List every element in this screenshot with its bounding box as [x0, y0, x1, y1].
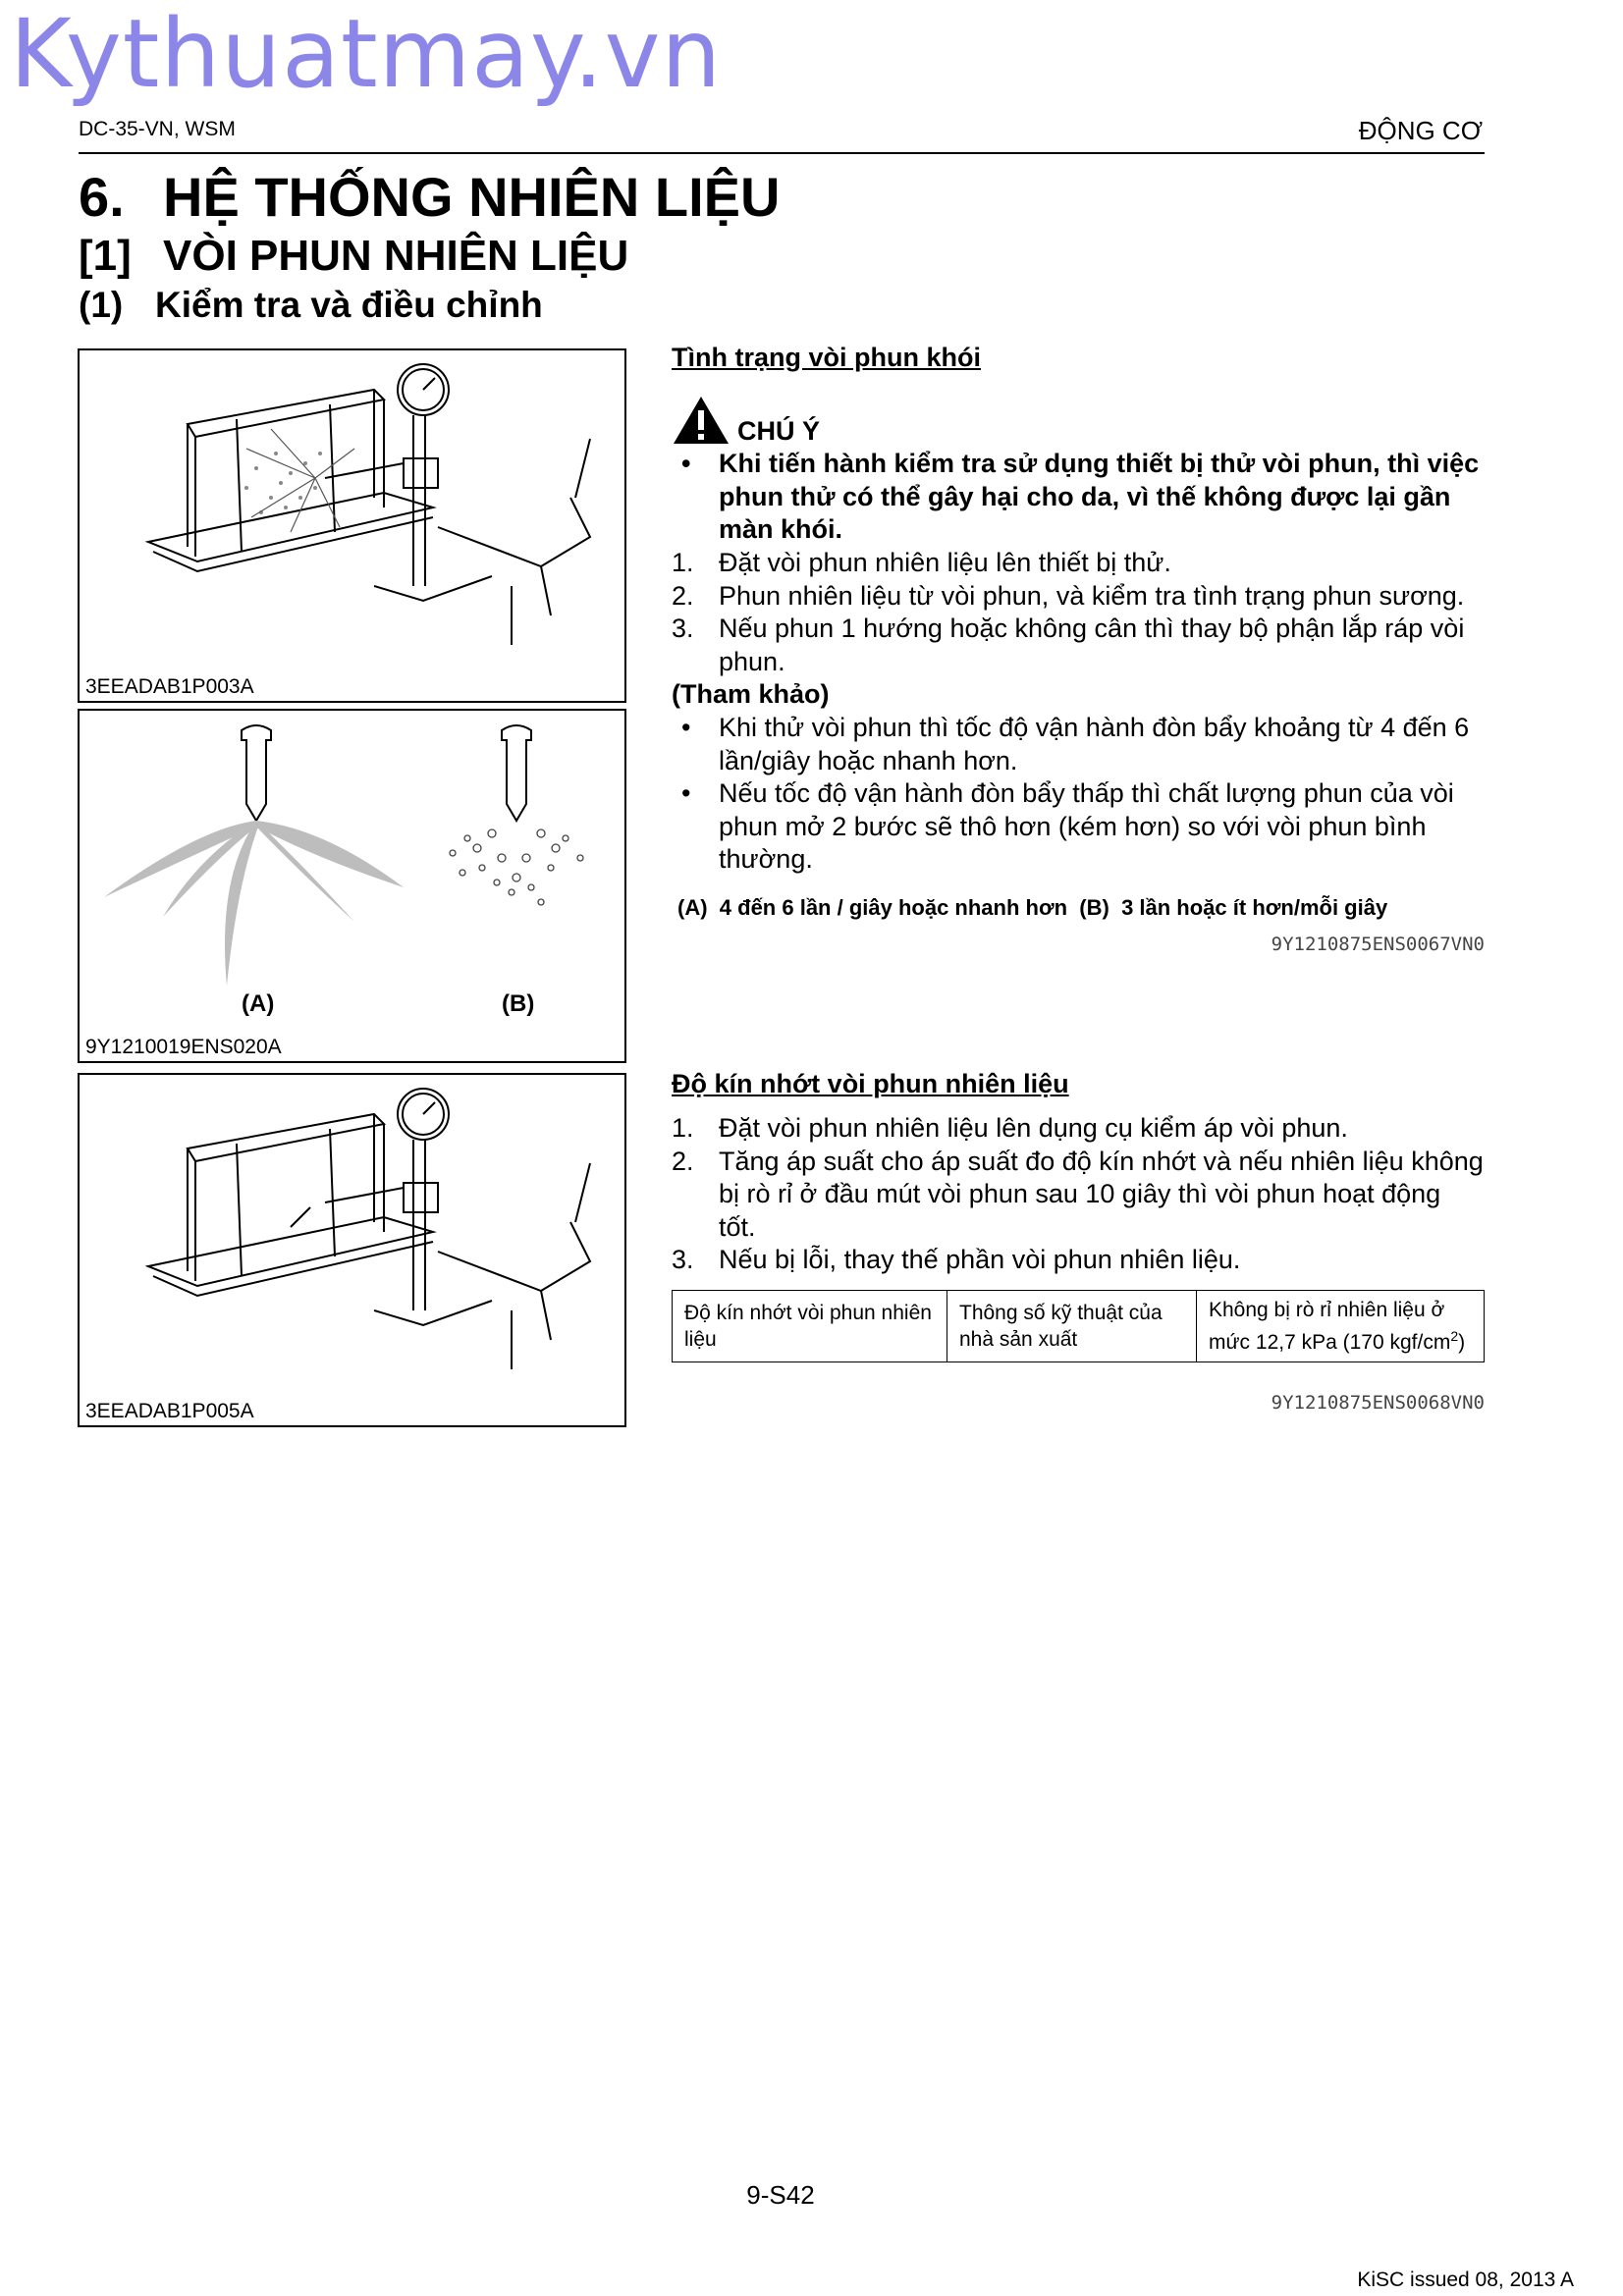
section-title-oil-tightness: Độ kín nhớt vòi phun nhiên liệu	[672, 1069, 1069, 1098]
tester-illustration	[80, 350, 624, 701]
list-item: 3. Nếu phun 1 hướng hoặc không cân thì thay bộ phận lắp ráp vòi phun.	[672, 614, 1465, 676]
heading-number: 6.	[79, 166, 125, 228]
warning-icon	[672, 395, 730, 446]
chapter-title: ĐỘNG CƠ	[1358, 116, 1483, 145]
tester-illustration	[80, 1075, 624, 1425]
list-item: 1. Đặt vòi phun nhiên liệu lên thiết bị thử.	[672, 548, 1171, 577]
legend-text-b: 3 lần hoặc ít hơn/mỗi giây	[1121, 895, 1388, 920]
figure-label-a: (A)	[242, 990, 275, 1017]
watermark-logo: Kythuatmay.vn	[10, 0, 723, 109]
list-item: 3. Nếu bị lỗi, thay thế phần vòi phun nhiên liệu.	[672, 1245, 1241, 1274]
document-code: DC-35-VN, WSM	[79, 118, 236, 140]
figure-spray-patterns	[78, 709, 626, 1063]
heading-text: VÒI PHUN NHIÊN LIỆU	[163, 232, 629, 280]
heading-text: HỆ THỐNG NHIÊN LIỆU	[163, 166, 781, 228]
figure-caption: 3EEADAB1P005A	[85, 1400, 254, 1422]
heading-level-1	[79, 165, 780, 229]
caution-bullet: • Khi tiến hành kiểm tra sử dụng thiết bị thử vòi phun, thì việc phun thử có thể gây hại cho da, vì thế không được lại gần màn khói.	[681, 449, 1480, 544]
heading-text: Kiểm tra và điều chỉnh	[155, 285, 543, 325]
table-row	[673, 1291, 1485, 1362]
figure-label-b: (B)	[502, 990, 535, 1017]
tightness-steps-list	[672, 1112, 1485, 1277]
page-number: 9-S42	[746, 2180, 815, 2210]
section-title-spray-condition: Tình trạng vòi phun khói	[672, 343, 981, 372]
caution-text: Khi tiến hành kiểm tra sử dụng thiết bị thử vòi phun, thì việc phun thử có thể gây hại cho da, vì thế không được lại gần màn khói.	[719, 449, 1480, 544]
table-cell-value: Không bị rò rỉ nhiên liệu ở mức 12,7 kPa (170 kgf/$cm^2$)	[1197, 1291, 1485, 1362]
spray-pattern-illustration	[80, 711, 624, 1061]
list-item: 2. Tăng áp suất cho áp suất đo độ kín nhớt và nếu nhiên liệu không bị rò rỉ ở đầu mút vòi phun sau 10 giây thì vòi phun hoạt động tốt.	[672, 1146, 1484, 1242]
heading-number: [1]	[79, 232, 132, 280]
table-cell-spec-type: Thông số kỹ thuật của nhà sản xuất	[947, 1291, 1197, 1362]
figure-injector-tester-spray	[78, 348, 626, 703]
figure-injector-tester-leak	[78, 1073, 626, 1427]
legend-text-a: 4 đến 6 lần / giây hoặc nhanh hơn	[719, 895, 1068, 920]
caution-label: CHÚ Ý	[737, 416, 821, 446]
legend-key-b: (B)	[1079, 895, 1109, 920]
issue-note: KiSC issued 08, 2013 A	[1357, 2269, 1574, 2291]
spray-steps-list	[672, 547, 1485, 678]
table-cell-item: Độ kín nhớt vòi phun nhiên liệu	[673, 1291, 947, 1362]
heading-number: (1)	[79, 285, 124, 325]
figure-caption: 3EEADAB1P003A	[85, 675, 254, 698]
reference-code: 9Y1210875ENS0067VN0	[1271, 934, 1485, 955]
legend-key-a: (A)	[677, 895, 708, 920]
header-rule	[79, 152, 1485, 154]
list-item: 1. Đặt vòi phun nhiên liệu lên dụng cụ kiểm áp vòi phun.	[672, 1113, 1348, 1143]
figure-caption: 9Y1210019ENS020A	[85, 1036, 282, 1058]
spec-table	[672, 1290, 1485, 1362]
heading-level-3	[79, 285, 543, 326]
reference-label: (Tham khảo)	[672, 679, 830, 709]
heading-level-2	[79, 232, 628, 281]
figure-legend	[677, 895, 1387, 921]
reference-code: 9Y1210875ENS0068VN0	[1271, 1392, 1485, 1414]
reference-list	[672, 712, 1485, 877]
list-item: • Nếu tốc độ vận hành đòn bẩy thấp thì chất lượng phun của vòi phun mở 2 bước sẽ thô hơn (kém hơn) so với vòi phun bình thường.	[681, 778, 1454, 874]
list-item: 2. Phun nhiên liệu từ vòi phun, và kiểm tra tình trạng phun sương.	[672, 580, 1465, 611]
list-item: • Khi thử vòi phun thì tốc độ vận hành đòn bẩy khoảng từ 4 đến 6 lần/giây hoặc nhanh hơn.	[681, 713, 1470, 775]
